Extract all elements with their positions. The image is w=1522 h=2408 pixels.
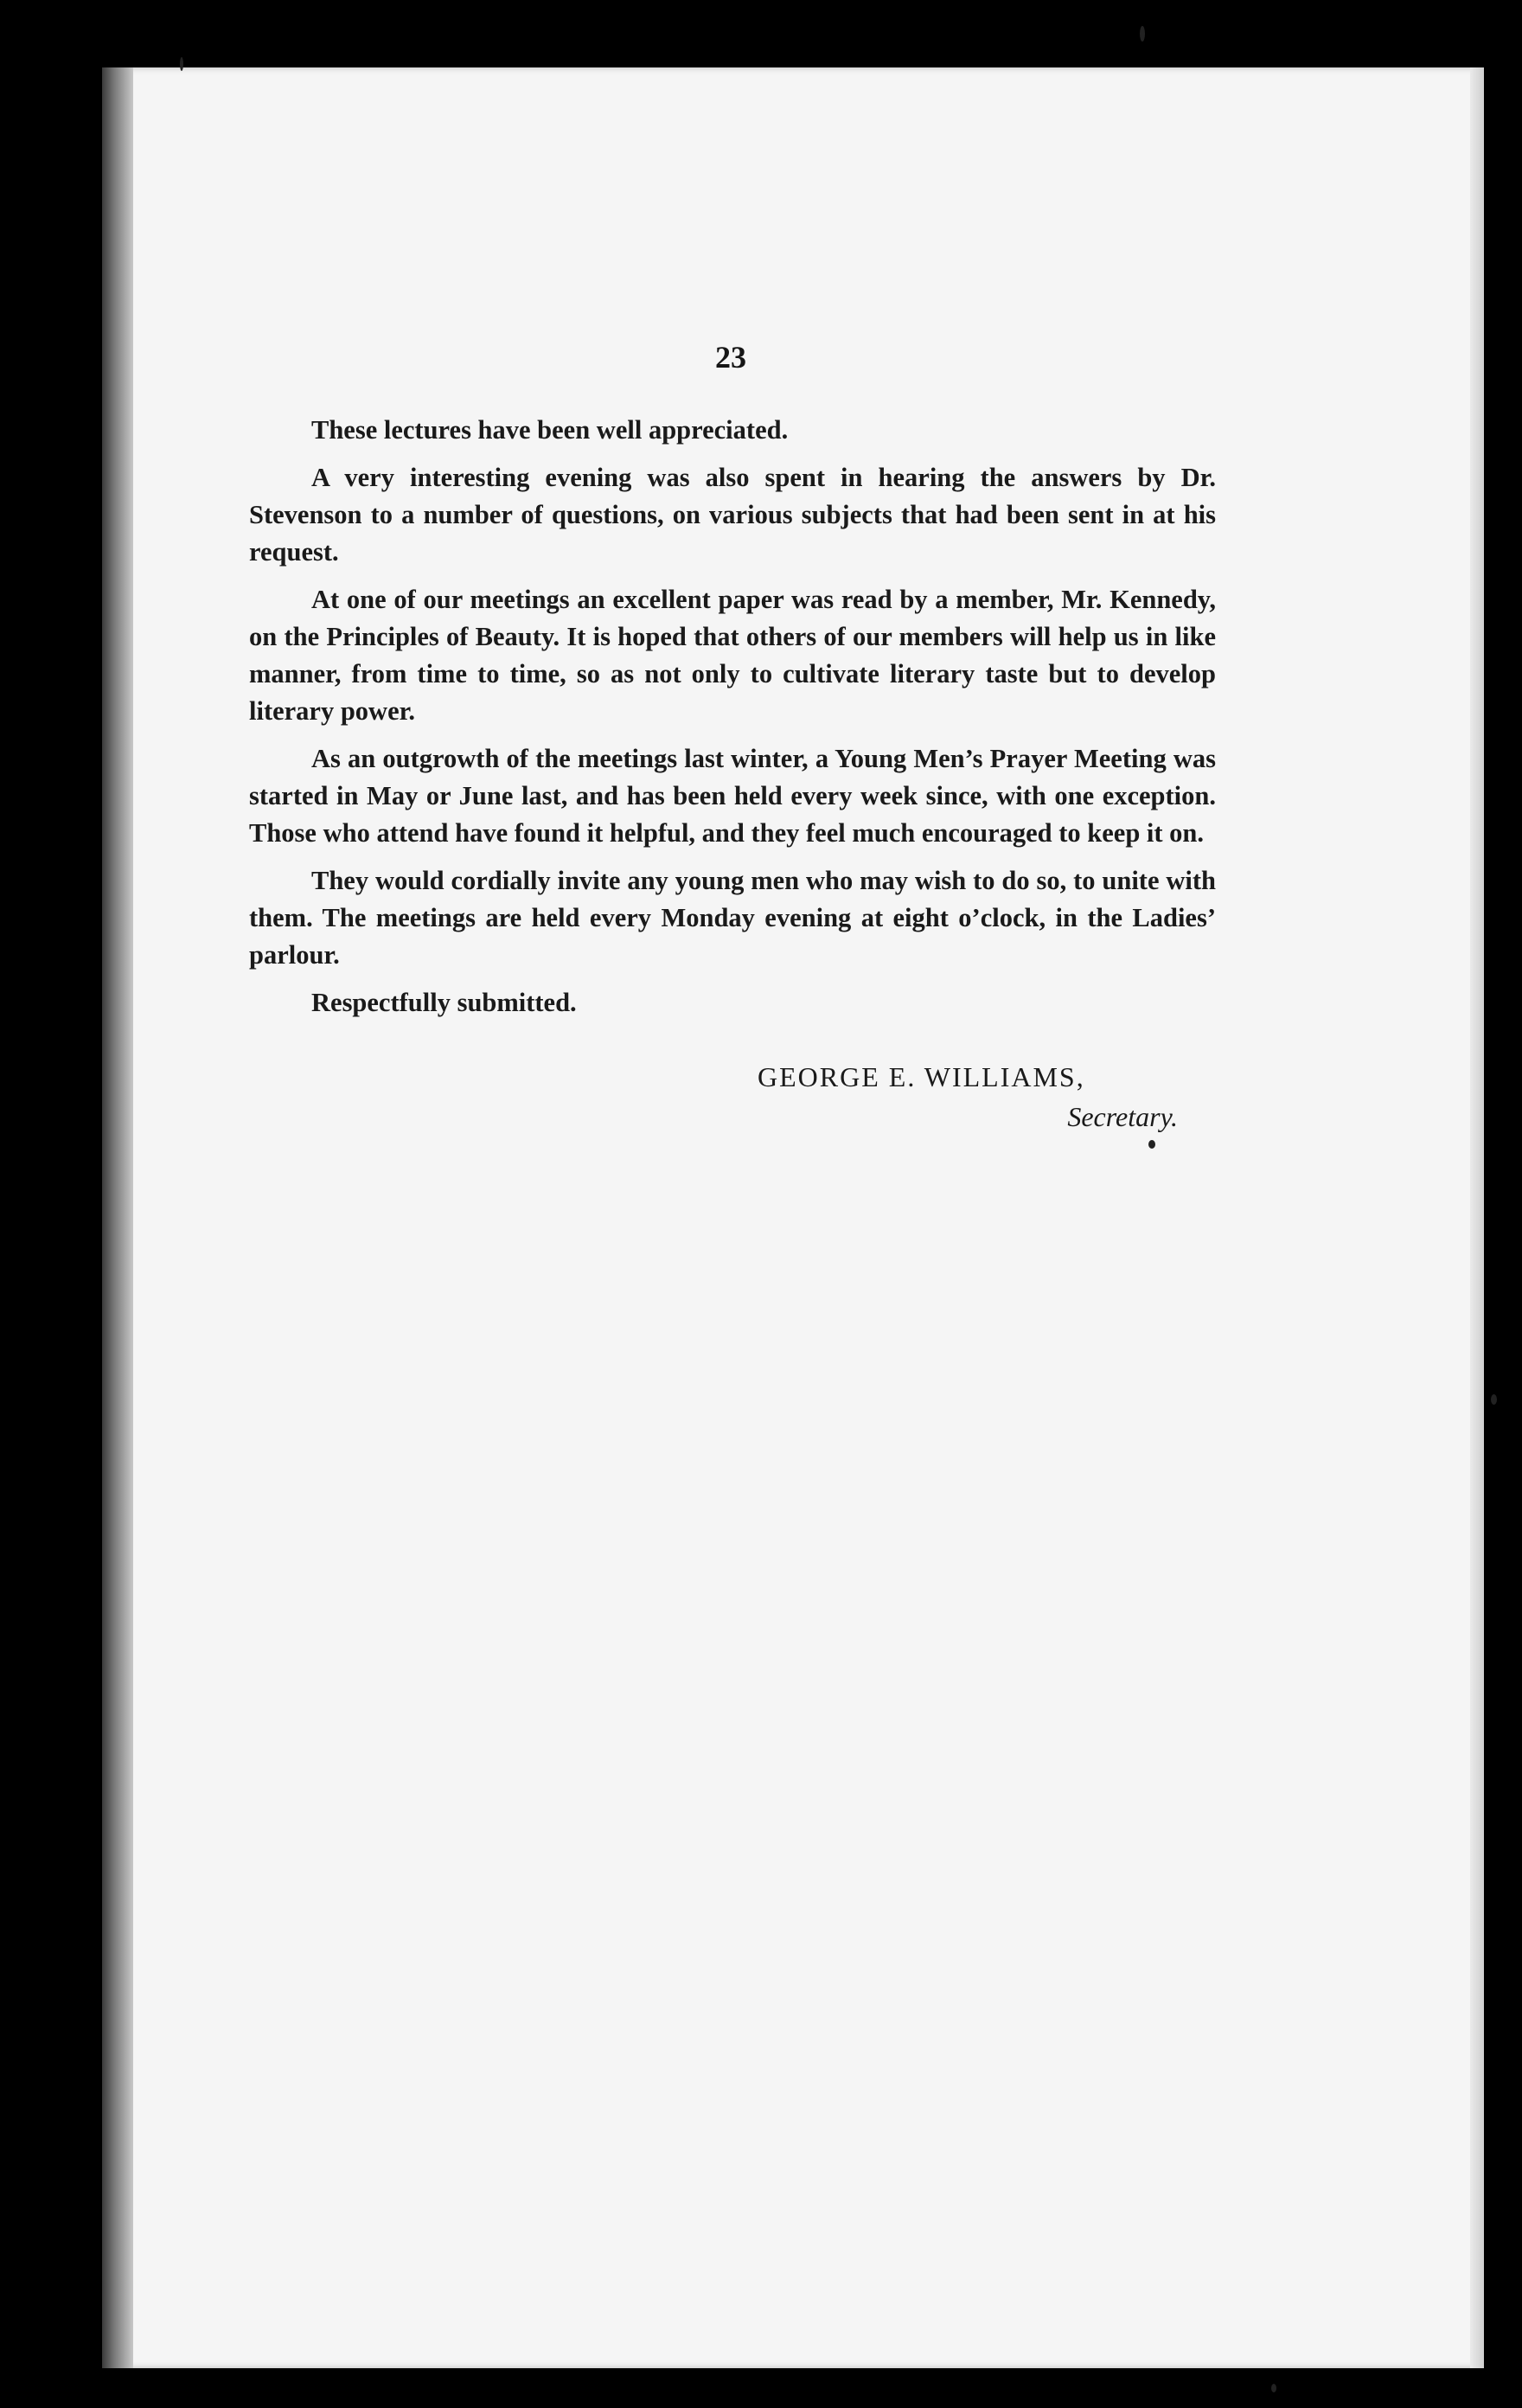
paragraph-3: At one of our meetings an excellent paper was read by a member, Mr. Kennedy, on the Principles of Beauty. It is hoped that others of our members will help us in like manner, from time to time, so as not only to cultivate literary taste but to develop literary power. — [249, 585, 1216, 726]
paragraph-1: These lectures have been well appreciated. — [311, 415, 789, 445]
body-text — [249, 412, 1216, 1032]
page-number: 23 — [715, 340, 746, 375]
paragraph-2: A very interesting evening was also spent in hearing the answers by Dr. Stevenson to a number of questions, on various subjects that had been sent in at his request. — [249, 463, 1216, 567]
page-right-edge — [1470, 67, 1484, 2368]
scan-speck — [1140, 26, 1145, 42]
paragraph-5: They would cordially invite any young men who may wish to do so, to unite with them. The meetings are held every Monday evening at eight o’clock, in the Ladies’ parlour. — [249, 866, 1216, 970]
signatory-title: Secretary. — [1067, 1101, 1178, 1132]
signatory-name: GEORGE E. WILLIAMS, — [758, 1061, 1085, 1092]
page-binding-edge — [102, 67, 133, 2368]
scan-speck — [1271, 2384, 1276, 2392]
scan-speck — [1491, 1394, 1497, 1405]
paragraph-4: As an outgrowth of the meetings last winter, a Young Men’s Prayer Meeting was started in May or June last, and has been held every week since, with one exception. Those who attend have found it helpful, and they feel much encouraged to keep it on. — [249, 744, 1216, 848]
scan-speck — [180, 57, 183, 71]
signature-block — [758, 1057, 1216, 1137]
paragraph-closing: Respectfully submitted. — [311, 988, 577, 1017]
scan-speck — [1148, 1140, 1155, 1149]
